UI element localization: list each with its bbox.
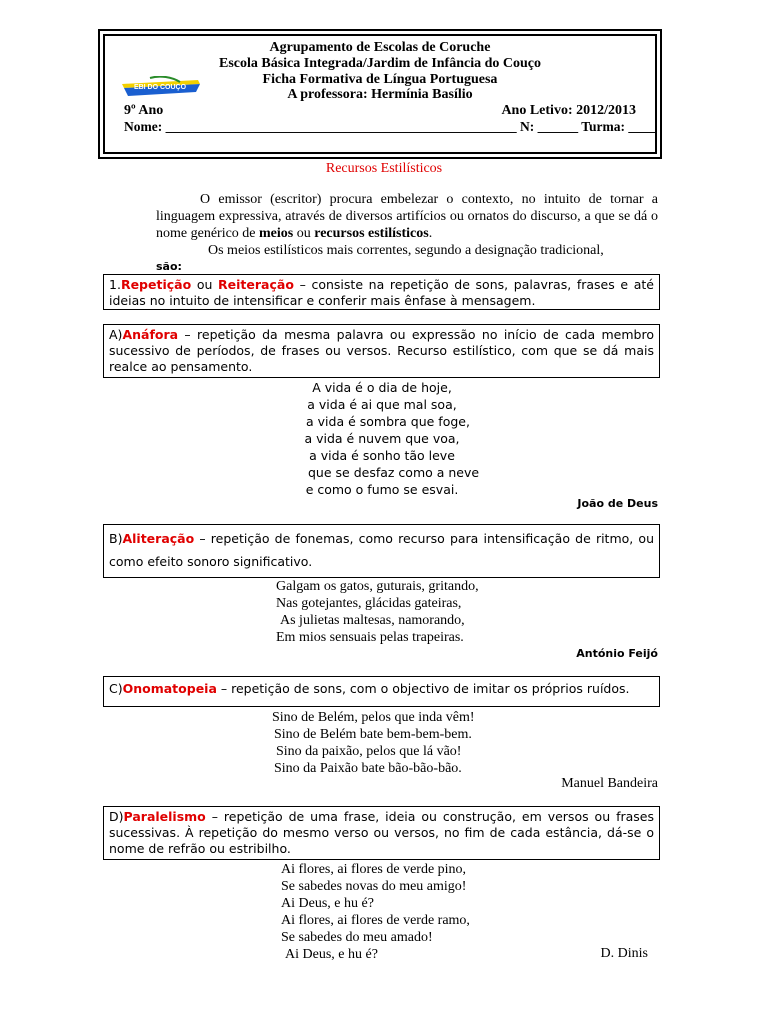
name-row: Nome: ____________________________________________________ N: ______ Turma: ____ xyxy=(124,119,656,134)
onomatopeia-author: Manuel Bandeira xyxy=(561,776,658,791)
onomatopeia-poem: Sino de Belém, pelos que inda vêm! Sino de Belém bate bem-bem-bem. Sino da paixão, pelos que lá vão! Sino da Paixão bate bão-bão-bão. xyxy=(272,710,475,776)
school-year-label: Ano Letivo: 2012/2013 xyxy=(501,103,636,118)
intro-paragraph-1: O emissor (escritor) procura embelezar o contexto, no intuito de tornar a linguagem expressiva, através de diversos artifícios ou ornatos do discurso, a que se dá o nome genérico de meios ou recursos estilísticos. xyxy=(156,192,658,241)
page-title: Recursos Estilísticos xyxy=(325,161,443,176)
anafora-box: A)Anáfora – repetição da mesma palavra ou expressão no início de cada membro sucessivo de períodos, de frases ou versos. Recurso estilístico, com que se dá mais realce ao pensamento. xyxy=(103,324,660,378)
onomatopeia-box: C)Onomatopeia – repetição de sons, com o objectivo de imitar os próprios ruídos. xyxy=(103,676,660,707)
paralelismo-box: D)Paralelismo – repetição de uma frase, ideia ou construção, em versos ou frases sucessivas. À repetição do mesmo verso ou versos, no fim de cada estância, dá-se o nome de refrão ou estribilho. xyxy=(103,806,660,860)
header-line-1: Agrupamento de Escolas de Coruche xyxy=(269,40,491,55)
aliteracao-box: B)Aliteração – repetição de fonemas, como recurso para intensificação de ritmo, ou como efeito sonoro significativo. xyxy=(103,524,660,578)
anafora-author: João de Deus xyxy=(577,497,658,510)
paralelismo-author: D. Dinis xyxy=(600,946,648,961)
aliteracao-poem: Galgam os gatos, guturais, gritando, Nas gotejantes, glácidas gateiras, As julietas maltesas, namorando, Em mios sensuais pelas trapeiras. xyxy=(276,579,479,645)
section-repetition-box: 1.Repetição ou Reiteração – consiste na repetição de sons, palavras, frases e até ideias no intuito de intensificar e conferir mais ênfase à mensagem. xyxy=(103,274,660,310)
aliteracao-author: António Feijó xyxy=(576,647,658,660)
grade-label: 9º Ano xyxy=(124,103,164,118)
anafora-poem: A vida é o dia de hoje, a vida é ai que mal soa, a vida é sombra que foge, a vida é nuvem que voa, a vida é sonho tão leve que se desfaz como a neve e como o fumo se esvai. xyxy=(304,380,480,497)
header-line-4: A professora: Hermínia Basílio xyxy=(287,87,473,102)
svg-text:EBI DO COUÇO: EBI DO COUÇO xyxy=(133,84,187,91)
intro-paragraph-2: Os meios estilísticos mais correntes, segundo a designação tradicional, xyxy=(208,243,604,258)
header-line-3: Ficha Formativa de Língua Portuguesa xyxy=(262,72,498,87)
header-line-2: Escola Básica Integrada/Jardim de Infância do Couço xyxy=(218,56,541,71)
intro-paragraph-2-end: são: xyxy=(156,260,182,273)
paralelismo-poem: Ai flores, ai flores de verde pino, Se sabedes novas do meu amigo! Ai Deus, e hu é? Ai flores, ai flores de verde ramo, Se sabedes do meu amado! Ai Deus, e hu é? xyxy=(281,862,470,962)
header-year-row xyxy=(124,103,636,119)
